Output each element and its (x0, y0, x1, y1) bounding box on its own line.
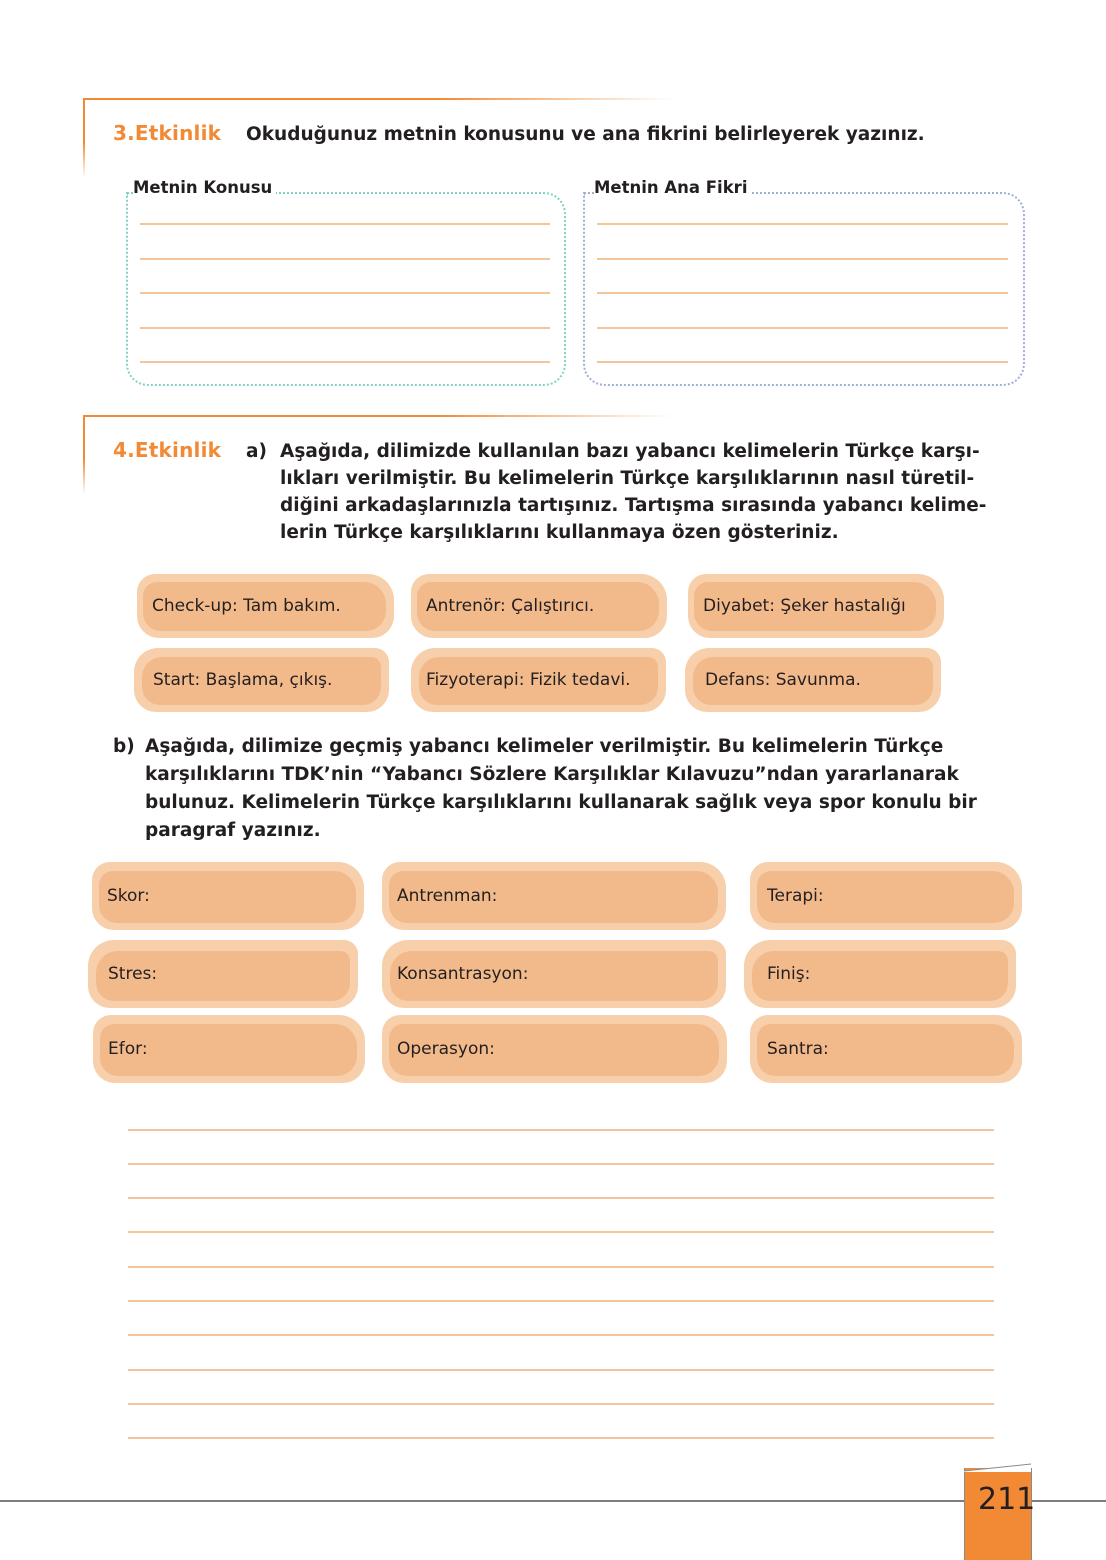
term-chip (411, 648, 666, 712)
part-a-line: lıkları verilmiştir. Bu kelimelerin Türkçe karşılıklarının nasıl türetil- (280, 468, 975, 489)
word-chip-text: Santra: (767, 1039, 829, 1059)
word-chip (382, 1015, 727, 1083)
term-chip (685, 648, 941, 712)
topic-writing-box[interactable] (126, 192, 566, 386)
word-chip (382, 862, 726, 930)
writing-line-7[interactable] (128, 1334, 994, 1336)
term-chip (411, 574, 667, 638)
part-a-instruction (280, 438, 1020, 546)
page-number: 211 (978, 1482, 1036, 1517)
writing-line-2[interactable] (128, 1163, 994, 1165)
main-idea-box-label: Metnin Ana Fikri (594, 178, 751, 197)
main-idea-line-1[interactable] (597, 223, 1008, 225)
part-b-line: karşılıklarını TDK’nin “Yabancı Sözlere Karşılıklar Kılavuzu”ndan yararlanarak (145, 764, 959, 785)
word-chip-text: Operasyon: (397, 1039, 495, 1059)
activity4-title: 4.Etkinlik (113, 438, 222, 462)
term-chip-text: Antrenör: Çalıştırıcı. (426, 596, 595, 616)
word-chip (382, 940, 726, 1008)
main-idea-line-2[interactable] (597, 258, 1008, 260)
term-chip-text: Check-up: Tam bakım. (152, 596, 341, 616)
activity3-bracket-top (83, 98, 673, 100)
word-chip-text: Konsantrasyon: (397, 964, 529, 984)
word-chip (750, 862, 1022, 930)
activity4-bracket-left (83, 415, 85, 495)
activity3-title: 3.Etkinlik (113, 121, 222, 145)
word-chip (744, 940, 1016, 1008)
writing-line-1[interactable] (128, 1129, 994, 1131)
activity3-bracket-left (83, 98, 85, 178)
writing-line-3[interactable] (128, 1197, 994, 1199)
part-b-line: bulunuz. Kelimelerin Türkçe karşılıklarını kullanarak sağlık veya spor konulu bir (145, 792, 977, 813)
term-chip (137, 574, 394, 638)
main-idea-line-5[interactable] (597, 361, 1008, 363)
term-chip-text: Diyabet: Şeker hastalığı (703, 596, 906, 616)
main-idea-line-3[interactable] (597, 292, 1008, 294)
footer-rule-right (1032, 1500, 1106, 1502)
word-chip-text: Terapi: (767, 886, 824, 906)
topic-line-4[interactable] (140, 327, 550, 329)
part-a-marker: a) (246, 441, 267, 462)
part-b-marker: b) (113, 736, 135, 757)
word-chip-text: Antrenman: (397, 886, 498, 906)
writing-line-9[interactable] (128, 1403, 994, 1405)
topic-line-2[interactable] (140, 258, 550, 260)
word-chip (750, 1015, 1022, 1083)
topic-box-label: Metnin Konusu (133, 178, 276, 197)
word-chip-text: Stres: (108, 964, 158, 984)
term-chip (134, 648, 389, 712)
main-idea-writing-box[interactable] (583, 192, 1025, 386)
page-tab-top-edge (963, 1462, 1033, 1472)
word-chip-text: Finiş: (767, 964, 811, 984)
part-a-line: Aşağıda, dilimizde kullanılan bazı yabancı kelimelerin Türkçe karşı- (280, 441, 980, 462)
word-chip (93, 1015, 365, 1083)
term-chip-text: Fizyoterapi: Fizik tedavi. (426, 670, 631, 690)
part-b-line: Aşağıda, dilimize geçmiş yabancı kelimeler verilmiştir. Bu kelimelerin Türkçe (145, 736, 944, 757)
writing-line-8[interactable] (128, 1369, 994, 1371)
writing-line-4[interactable] (128, 1231, 994, 1233)
topic-line-5[interactable] (140, 361, 550, 363)
term-chip (688, 574, 944, 638)
main-idea-line-4[interactable] (597, 327, 1008, 329)
word-chip-text: Efor: (108, 1039, 148, 1059)
topic-line-1[interactable] (140, 223, 550, 225)
word-chip (88, 940, 358, 1008)
word-chip (92, 862, 364, 930)
term-chip-text: Defans: Savunma. (705, 670, 861, 690)
part-a-line: diğini arkadaşlarınızla tartışınız. Tartışma sırasında yabancı kelime- (280, 495, 987, 516)
footer-rule-left (0, 1500, 965, 1502)
writing-line-5[interactable] (128, 1266, 994, 1268)
writing-line-10[interactable] (128, 1437, 994, 1439)
word-chip-text: Skor: (107, 886, 150, 906)
part-b-line: paragraf yazınız. (145, 820, 321, 841)
activity3-instruction: Okuduğunuz metnin konusunu ve ana fikrini belirleyerek yazınız. (246, 124, 925, 145)
topic-line-3[interactable] (140, 292, 550, 294)
part-b-instruction (145, 733, 1025, 845)
part-a-line: lerin Türkçe karşılıklarını kullanmaya özen gösteriniz. (280, 522, 839, 543)
activity4-bracket-top (83, 415, 673, 417)
term-chip-text: Start: Başlama, çıkış. (153, 670, 333, 690)
writing-line-6[interactable] (128, 1300, 994, 1302)
